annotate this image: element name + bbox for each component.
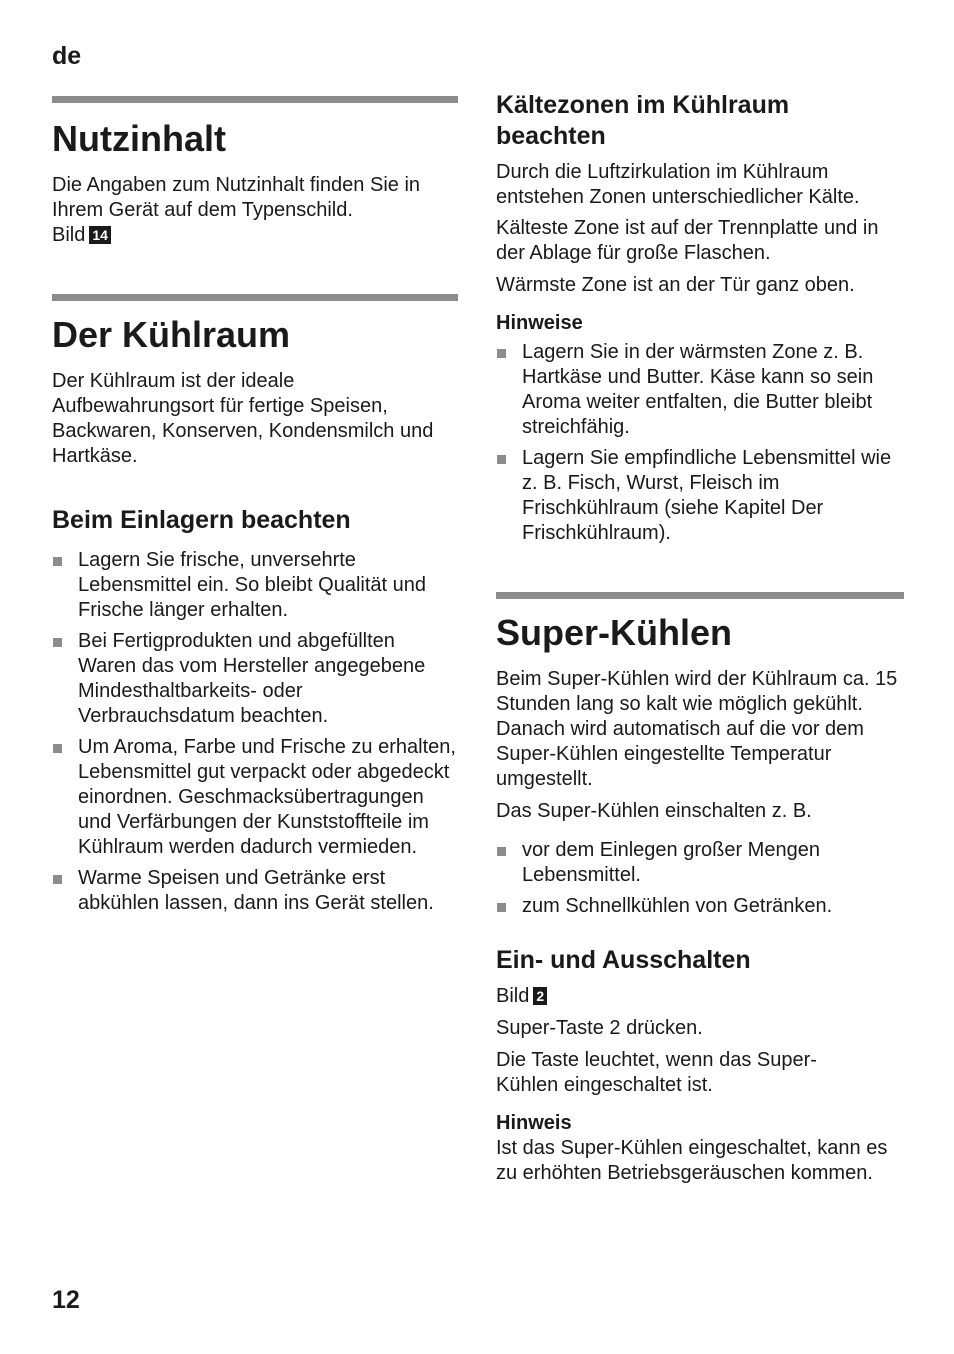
right-column bbox=[496, 90, 904, 1186]
left-column bbox=[52, 96, 458, 916]
page-number: 12 bbox=[52, 1286, 80, 1314]
kaeltezonen-p1: Durch die Luftzirkulation im Kühlraum entstehen Zonen unterschiedlicher Kälte. bbox=[496, 161, 860, 208]
list-item-text: Warme Speisen und Getränke erst abkühlen lassen, dann ins Gerät stellen. bbox=[78, 867, 434, 914]
section-divider bbox=[496, 592, 904, 599]
kaeltezonen-p2: Kälteste Zone ist auf der Trennplatte und in der Ablage für große Flaschen. bbox=[496, 217, 879, 264]
bullet-icon bbox=[497, 903, 506, 912]
hinweis-text: Ist das Super-Kühlen eingeschaltet, kann es zu erhöhten Betriebsgeräuschen kommen. bbox=[496, 1137, 888, 1184]
list-item-text: Lagern Sie in der wärmsten Zone z. B. Hartkäse und Butter. Käse kann so sein Aroma weiter entfalten, die Butter bleibt streichfähig. bbox=[522, 341, 874, 438]
superkuehlen-p2: Das Super-Kühlen einschalten z. B. bbox=[496, 800, 812, 822]
superkuehlen-heading: Super-Kühlen bbox=[496, 612, 733, 653]
kuehlraum-intro: Der Kühlraum ist der ideale Aufbewahrungsort für fertige Speisen, Backwaren, Konserven, Kondensmilch und Hartkäse. bbox=[52, 370, 434, 467]
figure-number-badge: 14 bbox=[89, 226, 111, 244]
list-item-text: Bei Fertigprodukten und abgefüllten Waren das vom Hersteller angegebene Mindesthaltbarkeits- oder Verbrauchsdatum beachten. bbox=[78, 630, 426, 727]
einlagern-heading: Beim Einlagern beachten bbox=[52, 506, 351, 534]
list-item bbox=[52, 548, 458, 623]
einlagern-list bbox=[52, 548, 458, 916]
list-item bbox=[52, 629, 458, 729]
figure-label: Bild bbox=[52, 224, 86, 246]
list-item bbox=[496, 340, 896, 440]
section-divider bbox=[52, 294, 458, 301]
einaus-p1: Super-Taste 2 drücken. bbox=[496, 1017, 703, 1039]
kaeltezonen-p3: Wärmste Zone ist an der Tür ganz oben. bbox=[496, 274, 855, 296]
hinweise-list bbox=[496, 340, 896, 546]
kaeltezonen-heading: Kältezonen im Kühlraum beachten bbox=[496, 91, 790, 150]
list-item bbox=[496, 838, 904, 888]
list-item bbox=[496, 894, 904, 919]
list-item bbox=[52, 866, 458, 916]
nutzinhalt-heading: Nutzinhalt bbox=[52, 118, 226, 159]
hinweise-heading: Hinweise bbox=[496, 312, 583, 334]
list-item-text: vor dem Einlegen großer Mengen Lebensmittel. bbox=[522, 839, 820, 886]
figure-number-badge: 2 bbox=[533, 987, 547, 1005]
einaus-heading: Ein- und Ausschalten bbox=[496, 946, 751, 974]
bullet-icon bbox=[53, 875, 62, 884]
list-item-text: zum Schnellkühlen von Getränken. bbox=[522, 895, 833, 917]
superkuehlen-p1: Beim Super-Kühlen wird der Kühlraum ca. 15 Stunden lang so kalt wie möglich gekühlt. Danach wird automatisch auf die vor dem Super-Kühlen eingestellte Temperatur umgestellt. bbox=[496, 668, 898, 790]
section-divider bbox=[52, 96, 458, 103]
nutzinhalt-text bbox=[52, 173, 458, 248]
list-item bbox=[52, 735, 458, 860]
bullet-icon bbox=[497, 847, 506, 856]
bullet-icon bbox=[53, 638, 62, 647]
nutzinhalt-line-2: Ihrem Gerät auf dem Typenschild. bbox=[52, 199, 353, 221]
list-item-text: Um Aroma, Farbe und Frische zu erhalten, Lebensmittel gut verpackt oder abgedeckt einordnen. Geschmacksübertragungen und Verfärbungen der Kunststoffteile im Kühlraum werden dadurch vermieden. bbox=[78, 736, 456, 858]
language-tag: de bbox=[52, 42, 82, 70]
list-item-text: Lagern Sie frische, unversehrte Lebensmittel ein. So bleibt Qualität und Frische länger erhalten. bbox=[78, 549, 426, 621]
bullet-icon bbox=[53, 744, 62, 753]
figure-label: Bild bbox=[496, 985, 530, 1007]
einaus-figure-ref bbox=[496, 984, 904, 1009]
bullet-icon bbox=[53, 557, 62, 566]
kuehlraum-heading: Der Kühlraum bbox=[52, 314, 291, 355]
nutzinhalt-figure-ref bbox=[52, 223, 458, 248]
hinweis-heading: Hinweis bbox=[496, 1112, 572, 1134]
superkuehlen-list bbox=[496, 838, 904, 919]
bullet-icon bbox=[497, 349, 506, 358]
nutzinhalt-line-1: Die Angaben zum Nutzinhalt finden Sie in bbox=[52, 174, 421, 196]
list-item-text: Lagern Sie empfindliche Lebensmittel wie z. B. Fisch, Wurst, Fleisch im Frischkühlraum (siehe Kapitel Der Frischkühlraum). bbox=[522, 447, 892, 544]
bullet-icon bbox=[497, 455, 506, 464]
einaus-p2: Die Taste leuchtet, wenn das Super-Kühlen eingeschaltet ist. bbox=[496, 1049, 817, 1096]
list-item bbox=[496, 446, 896, 546]
